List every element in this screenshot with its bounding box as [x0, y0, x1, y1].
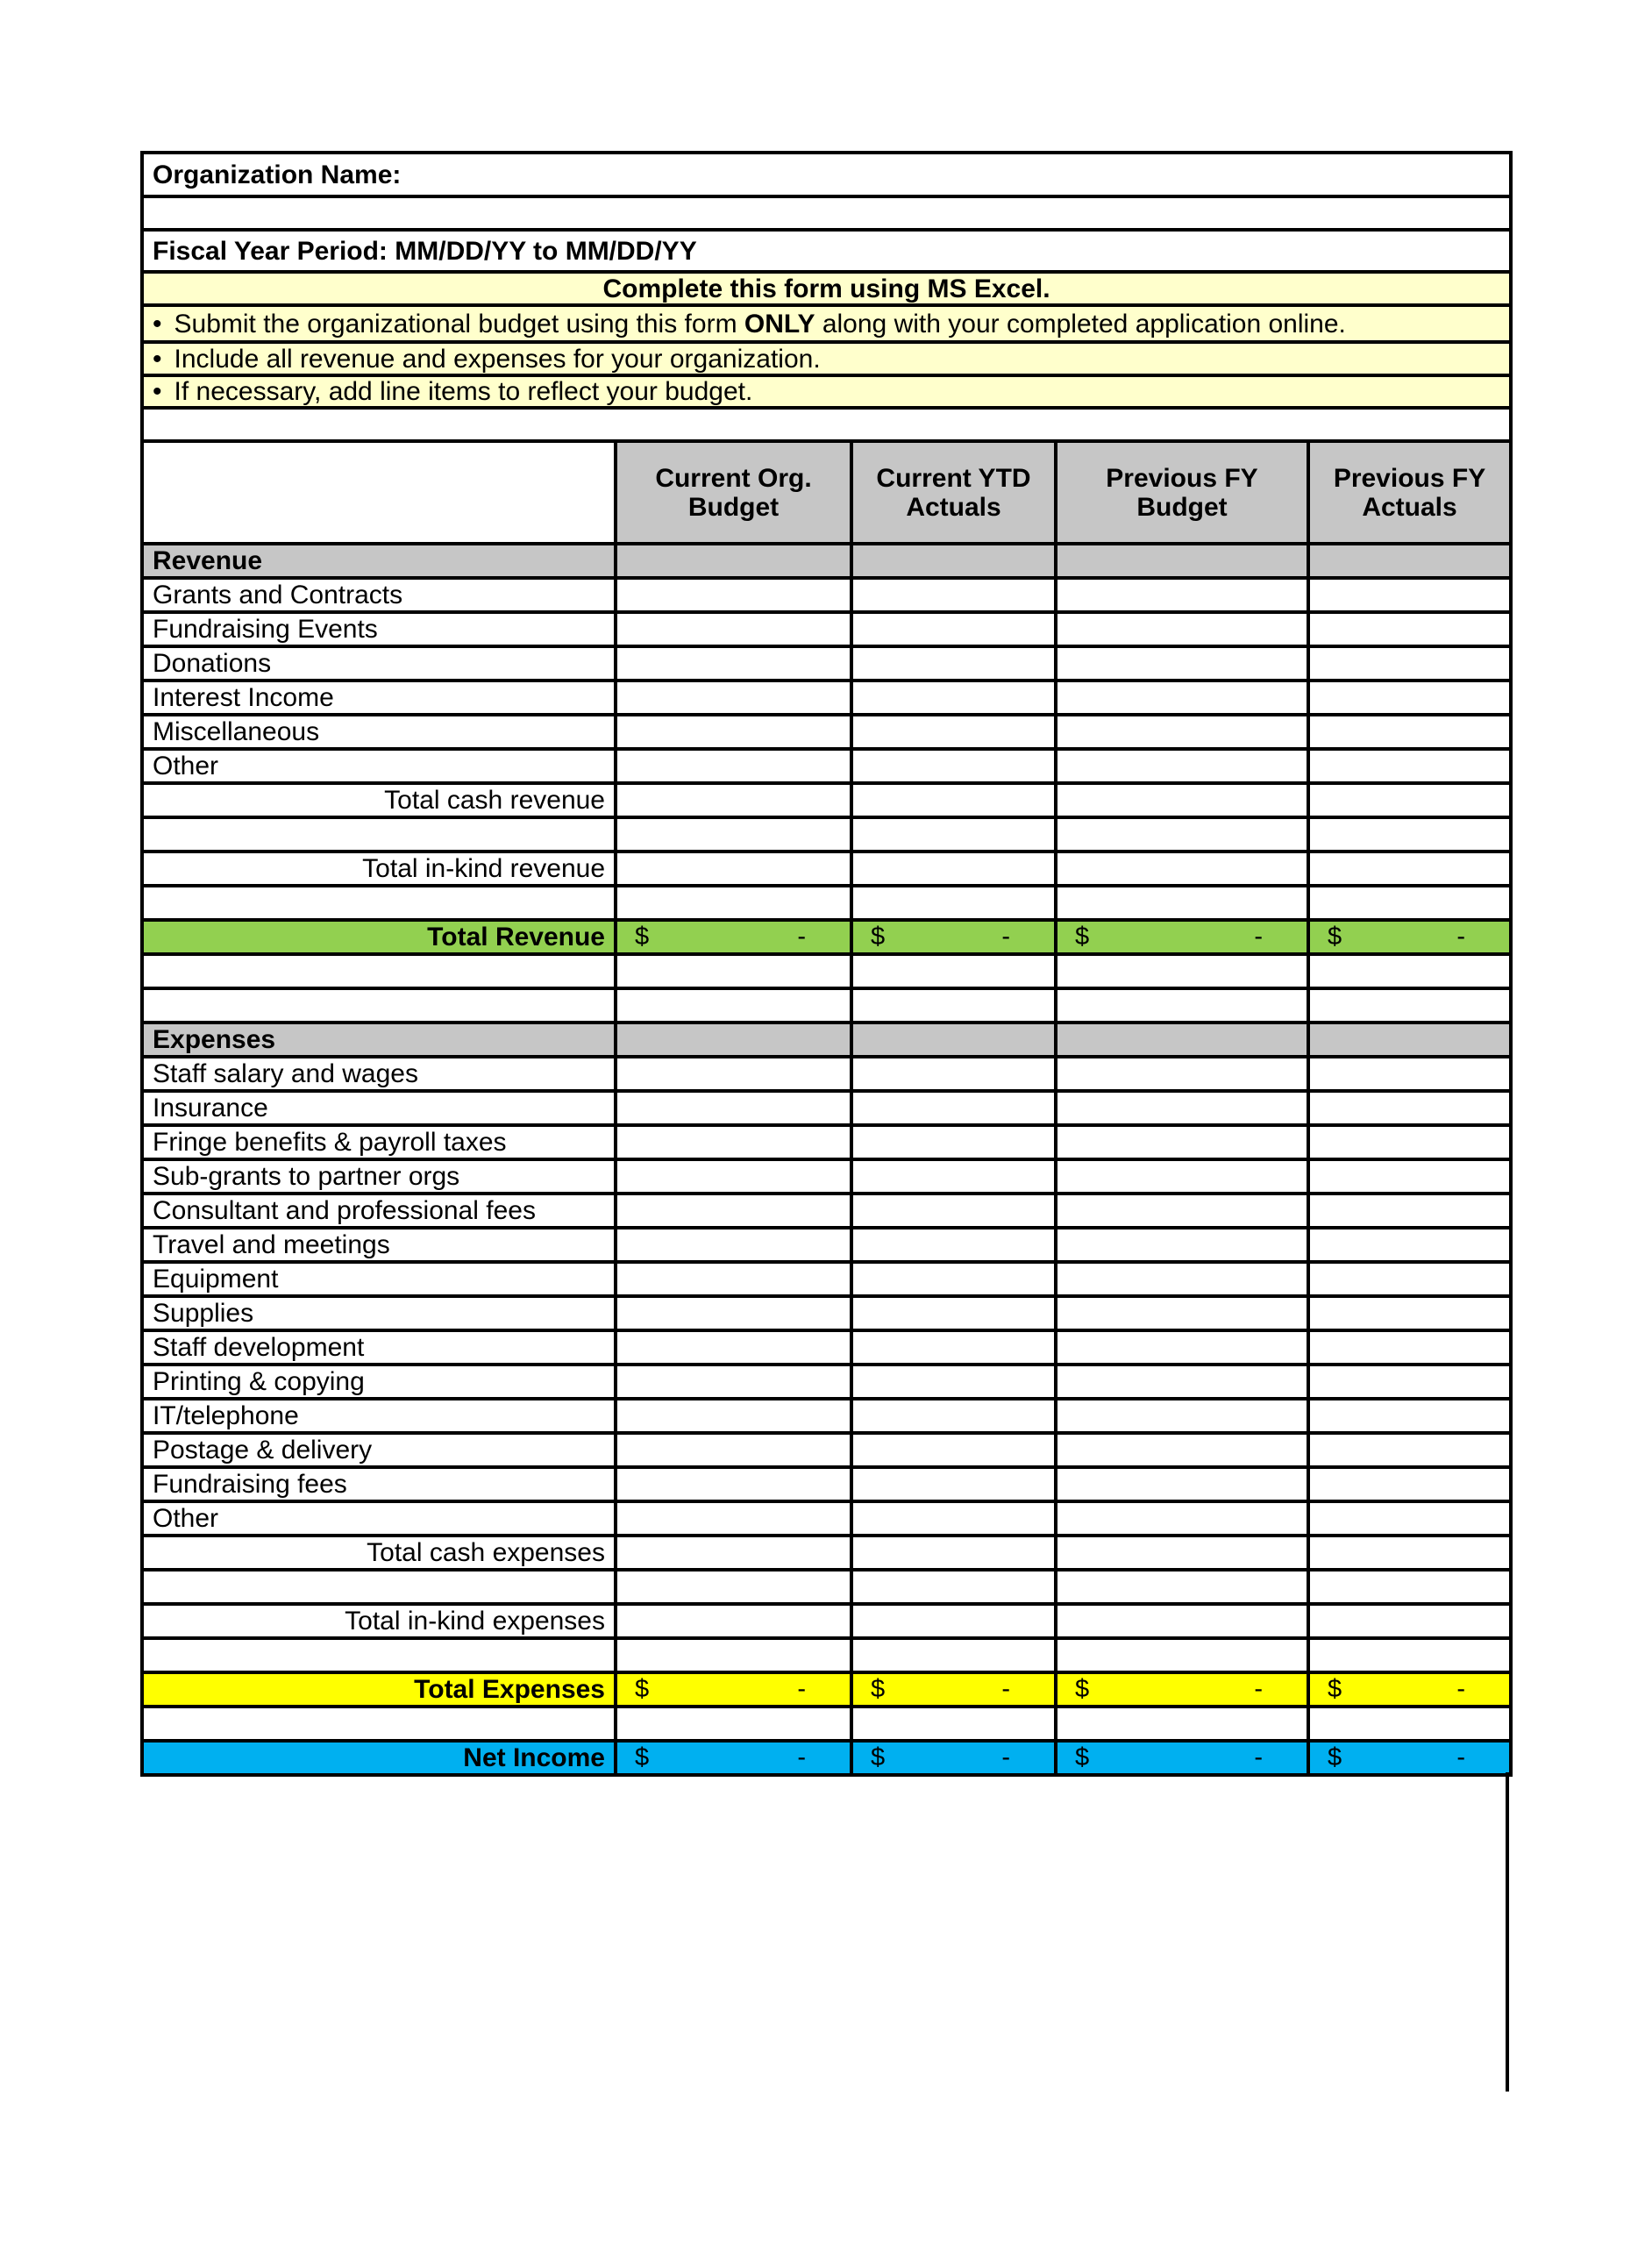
- amount-cell[interactable]: [851, 646, 1056, 681]
- item-row: [142, 646, 1511, 681]
- item-row: [142, 578, 1511, 612]
- amount-cell[interactable]: [851, 1707, 1056, 1741]
- bullet-text-bold: ONLY: [744, 309, 815, 339]
- amount-cell[interactable]: [1056, 1707, 1308, 1741]
- amount-cell[interactable]: [616, 1707, 851, 1741]
- amount-cell[interactable]: [1056, 954, 1308, 988]
- grand-total-label: Total Expenses: [142, 1672, 616, 1707]
- currency-symbol: $: [1075, 1743, 1090, 1771]
- row-label: Equipment: [142, 1262, 616, 1296]
- amount-cell[interactable]: [616, 749, 851, 783]
- amount-cell[interactable]: [1056, 1194, 1308, 1228]
- amount-cell[interactable]: [851, 1330, 1056, 1365]
- amount-cell[interactable]: [1308, 1228, 1511, 1262]
- instruction-bullet-3: [142, 375, 1511, 408]
- grand-total-amount-cell[interactable]: [1056, 1741, 1308, 1775]
- amount-cell[interactable]: [851, 954, 1056, 988]
- amount-cell[interactable]: [1056, 1467, 1308, 1501]
- blank-row: [142, 988, 1511, 1023]
- item-row: [142, 1330, 1511, 1365]
- currency-symbol: $: [635, 1674, 650, 1703]
- subtotal-row: [142, 783, 1511, 817]
- amount-cell[interactable]: [1308, 852, 1511, 886]
- row-label: Grants and Contracts: [142, 578, 616, 612]
- zero-value-dash: -: [1001, 1743, 1010, 1771]
- item-row: [142, 1262, 1511, 1296]
- amount-cell[interactable]: [1308, 1296, 1511, 1330]
- amount-cell[interactable]: [851, 817, 1056, 852]
- amount-cell[interactable]: [1308, 749, 1511, 783]
- amount-cell[interactable]: [851, 1228, 1056, 1262]
- section-row: [142, 544, 1511, 578]
- amount-cell[interactable]: [1308, 578, 1511, 612]
- grand-total-label: Total Revenue: [142, 920, 616, 954]
- amount-cell[interactable]: [1308, 1604, 1511, 1638]
- fiscal-year-row: [142, 230, 1511, 272]
- section-fill-cell: [616, 1023, 851, 1057]
- amount-cell[interactable]: [1308, 1330, 1511, 1365]
- row-label: Staff development: [142, 1330, 616, 1365]
- accounting-value: [862, 923, 1045, 951]
- row-label: Staff salary and wages: [142, 1057, 616, 1091]
- amount-cell[interactable]: [1056, 578, 1308, 612]
- grand-total-amount-cell[interactable]: [1308, 1672, 1511, 1707]
- amount-cell[interactable]: [1308, 646, 1511, 681]
- bullet-icon: •: [153, 377, 162, 406]
- row-label: Interest Income: [142, 681, 616, 715]
- amount-cell[interactable]: [851, 1501, 1056, 1536]
- instructions-title-row: [142, 272, 1511, 305]
- row-label: IT/telephone: [142, 1399, 616, 1433]
- amount-cell[interactable]: [1056, 1262, 1308, 1296]
- bullet-icon: •: [153, 344, 162, 374]
- bullet-icon: •: [153, 309, 162, 339]
- amount-cell[interactable]: [1056, 681, 1308, 715]
- instruction-bullet-2: [142, 342, 1511, 375]
- zero-value-dash: -: [1254, 1743, 1263, 1771]
- amount-cell[interactable]: [1056, 817, 1308, 852]
- item-row: [142, 1501, 1511, 1536]
- grand-total-amount-cell[interactable]: [1308, 920, 1511, 954]
- section-fill-cell: [616, 544, 851, 578]
- grand-total-label: Net Income: [142, 1741, 616, 1775]
- spacer-cell: [142, 408, 1511, 441]
- amount-cell[interactable]: [1056, 1091, 1308, 1125]
- amount-cell[interactable]: [1308, 783, 1511, 817]
- amount-cell[interactable]: [1056, 1570, 1308, 1604]
- amount-cell[interactable]: [851, 1194, 1056, 1228]
- row-label: Donations: [142, 646, 616, 681]
- item-row: [142, 1399, 1511, 1433]
- zero-value-dash: -: [797, 1674, 806, 1703]
- section-fill-cell: [851, 1023, 1056, 1057]
- row-label: Insurance: [142, 1091, 616, 1125]
- currency-symbol: $: [1328, 1674, 1342, 1703]
- blank-label-cell: [142, 988, 616, 1023]
- blank-label-cell: [142, 1707, 616, 1741]
- amount-cell[interactable]: [1056, 1501, 1308, 1536]
- blank-row: [142, 1707, 1511, 1741]
- subtotal-row: [142, 1536, 1511, 1570]
- accounting-value: [862, 1744, 1045, 1772]
- blank-row: [142, 817, 1511, 852]
- item-row: [142, 1194, 1511, 1228]
- amount-cell[interactable]: [616, 1159, 851, 1194]
- amount-cell[interactable]: [616, 1228, 851, 1262]
- amount-cell[interactable]: [1308, 886, 1511, 920]
- amount-cell[interactable]: [1308, 1638, 1511, 1672]
- item-row: [142, 1296, 1511, 1330]
- amount-cell[interactable]: [616, 1501, 851, 1536]
- column-header-spacer-cell: [142, 441, 616, 544]
- column-header-4: Previous FY Actuals: [1308, 441, 1511, 544]
- column-header-row: [142, 441, 1511, 544]
- blank-row: [142, 1570, 1511, 1604]
- amount-cell[interactable]: [851, 1296, 1056, 1330]
- amount-cell[interactable]: [1056, 1638, 1308, 1672]
- section-label: Expenses: [142, 1023, 616, 1057]
- accounting-value: [862, 1676, 1045, 1704]
- accounting-value: [1319, 1676, 1500, 1704]
- org-name-row: [142, 153, 1511, 196]
- currency-symbol: $: [871, 1743, 886, 1771]
- amount-cell[interactable]: [1308, 715, 1511, 749]
- currency-symbol: $: [1328, 922, 1342, 951]
- amount-cell[interactable]: [851, 886, 1056, 920]
- grand-row: [142, 1741, 1511, 1775]
- item-row: [142, 1228, 1511, 1262]
- instruction-bullet-row-1: [142, 305, 1511, 342]
- accounting-value: [1066, 1676, 1298, 1704]
- amount-cell[interactable]: [616, 1536, 851, 1570]
- amount-cell[interactable]: [1308, 1570, 1511, 1604]
- amount-cell[interactable]: [1308, 1365, 1511, 1399]
- amount-cell[interactable]: [1308, 1091, 1511, 1125]
- amount-cell[interactable]: [616, 852, 851, 886]
- org-name-input-row[interactable]: [142, 196, 1511, 230]
- amount-cell[interactable]: [616, 1091, 851, 1125]
- zero-value-dash: -: [1254, 922, 1263, 951]
- amount-cell[interactable]: [851, 1159, 1056, 1194]
- row-label: Fundraising Events: [142, 612, 616, 646]
- section-fill-cell: [1308, 1023, 1511, 1057]
- grand-total-amount-cell[interactable]: [1056, 1672, 1308, 1707]
- blank-row: [142, 1638, 1511, 1672]
- item-row: [142, 612, 1511, 646]
- amount-cell[interactable]: [1308, 988, 1511, 1023]
- zero-value-dash: -: [1254, 1674, 1263, 1703]
- amount-cell[interactable]: [851, 1057, 1056, 1091]
- accounting-value: [1066, 923, 1298, 951]
- amount-cell[interactable]: [1308, 1159, 1511, 1194]
- currency-symbol: $: [1075, 922, 1090, 951]
- accounting-value: [626, 1744, 841, 1772]
- amount-cell[interactable]: [616, 1604, 851, 1638]
- item-row: [142, 1125, 1511, 1159]
- amount-cell[interactable]: [1056, 1057, 1308, 1091]
- amount-cell[interactable]: [1056, 1536, 1308, 1570]
- amount-cell[interactable]: [851, 1262, 1056, 1296]
- blank-label-cell: [142, 954, 616, 988]
- row-label: Fundraising fees: [142, 1467, 616, 1501]
- amount-cell[interactable]: [851, 1638, 1056, 1672]
- amount-cell[interactable]: [1308, 612, 1511, 646]
- amount-cell[interactable]: [851, 988, 1056, 1023]
- row-label: Postage & delivery: [142, 1433, 616, 1467]
- fiscal-year-label: Fiscal Year Period: MM/DD/YY to MM/DD/YY: [142, 230, 1511, 272]
- amount-cell[interactable]: [616, 1399, 851, 1433]
- amount-cell[interactable]: [1056, 715, 1308, 749]
- row-label: Total cash revenue: [142, 783, 616, 817]
- row-label: Other: [142, 1501, 616, 1536]
- amount-cell[interactable]: [1056, 852, 1308, 886]
- bullet-text: Include all revenue and expenses for your organization.: [174, 344, 821, 374]
- accounting-value: [626, 1676, 841, 1704]
- amount-cell[interactable]: [851, 1604, 1056, 1638]
- row-label: Sub-grants to partner orgs: [142, 1159, 616, 1194]
- accounting-value: [626, 923, 841, 951]
- amount-cell[interactable]: [616, 1057, 851, 1091]
- amount-cell[interactable]: [1056, 1330, 1308, 1365]
- grand-total-amount-cell[interactable]: [851, 920, 1056, 954]
- item-row: [142, 681, 1511, 715]
- row-label: Miscellaneous: [142, 715, 616, 749]
- grand-total-amount-cell[interactable]: [1056, 920, 1308, 954]
- amount-cell[interactable]: [1308, 1262, 1511, 1296]
- instruction-bullet-row-2: [142, 342, 1511, 375]
- accounting-value: [1066, 1744, 1298, 1772]
- amount-cell[interactable]: [851, 1365, 1056, 1399]
- zero-value-dash: -: [797, 922, 806, 951]
- amount-cell[interactable]: [851, 612, 1056, 646]
- amount-cell[interactable]: [1308, 817, 1511, 852]
- amount-cell[interactable]: [851, 783, 1056, 817]
- row-label: Total in-kind revenue: [142, 852, 616, 886]
- grand-row: [142, 1672, 1511, 1707]
- budget-table: [140, 151, 1513, 1777]
- zero-value-dash: -: [1001, 922, 1010, 951]
- instruction-bullet-row-3: [142, 375, 1511, 408]
- amount-cell[interactable]: [616, 1194, 851, 1228]
- section-fill-cell: [1056, 544, 1308, 578]
- amount-cell[interactable]: [1056, 1296, 1308, 1330]
- currency-symbol: $: [635, 1743, 650, 1771]
- blank-row: [142, 954, 1511, 988]
- amount-cell[interactable]: [1056, 1228, 1308, 1262]
- subtotal-row: [142, 1604, 1511, 1638]
- amount-cell[interactable]: [1056, 1399, 1308, 1433]
- amount-cell[interactable]: [1308, 681, 1511, 715]
- amount-cell[interactable]: [616, 783, 851, 817]
- blank-label-cell: [142, 817, 616, 852]
- amount-cell[interactable]: [1308, 1057, 1511, 1091]
- zero-value-dash: -: [1001, 1674, 1010, 1703]
- amount-cell[interactable]: [851, 749, 1056, 783]
- section-fill-cell: [1308, 544, 1511, 578]
- amount-cell[interactable]: [1056, 1365, 1308, 1399]
- amount-cell[interactable]: [616, 1296, 851, 1330]
- row-label: Total in-kind expenses: [142, 1604, 616, 1638]
- amount-cell[interactable]: [616, 681, 851, 715]
- amount-cell[interactable]: [616, 886, 851, 920]
- column-header-1: Current Org. Budget: [616, 441, 851, 544]
- amount-cell[interactable]: [851, 681, 1056, 715]
- currency-symbol: $: [1075, 1674, 1090, 1703]
- amount-cell[interactable]: [616, 1125, 851, 1159]
- blank-row: [142, 886, 1511, 920]
- grand-total-amount-cell[interactable]: [851, 1741, 1056, 1775]
- amount-cell[interactable]: [616, 578, 851, 612]
- amount-cell[interactable]: [1056, 886, 1308, 920]
- grand-total-amount-cell[interactable]: [851, 1672, 1056, 1707]
- item-row: [142, 1091, 1511, 1125]
- amount-cell[interactable]: [1056, 1125, 1308, 1159]
- zero-value-dash: -: [1456, 922, 1466, 951]
- amount-cell[interactable]: [851, 1091, 1056, 1125]
- spacer-row: [142, 408, 1511, 441]
- section-fill-cell: [851, 544, 1056, 578]
- amount-cell[interactable]: [1308, 1467, 1511, 1501]
- row-label: Total cash expenses: [142, 1536, 616, 1570]
- column-header-3: Previous FY Budget: [1056, 441, 1308, 544]
- blank-label-cell: [142, 1570, 616, 1604]
- amount-cell[interactable]: [851, 1125, 1056, 1159]
- amount-cell[interactable]: [616, 1467, 851, 1501]
- amount-cell[interactable]: [851, 852, 1056, 886]
- accounting-value: [1319, 923, 1500, 951]
- bullet-text: If necessary, add line items to reflect your budget.: [174, 377, 753, 406]
- amount-cell[interactable]: [1056, 783, 1308, 817]
- bullet-text: along with your completed application online.: [815, 309, 1346, 339]
- currency-symbol: $: [1328, 1743, 1342, 1771]
- amount-cell[interactable]: [616, 1330, 851, 1365]
- amount-cell[interactable]: [851, 1467, 1056, 1501]
- amount-cell[interactable]: [851, 578, 1056, 612]
- item-row: [142, 1365, 1511, 1399]
- currency-symbol: $: [871, 1674, 886, 1703]
- column-header-2: Current YTD Actuals: [851, 441, 1056, 544]
- amount-cell[interactable]: [851, 715, 1056, 749]
- section-fill-cell: [1056, 1023, 1308, 1057]
- amount-cell[interactable]: [1308, 1125, 1511, 1159]
- item-row: [142, 1159, 1511, 1194]
- amount-cell[interactable]: [616, 1365, 851, 1399]
- amount-cell[interactable]: [1056, 646, 1308, 681]
- amount-cell[interactable]: [616, 646, 851, 681]
- amount-cell[interactable]: [1056, 612, 1308, 646]
- item-row: [142, 749, 1511, 783]
- amount-cell[interactable]: [1308, 1501, 1511, 1536]
- section-row: [142, 1023, 1511, 1057]
- amount-cell[interactable]: [1308, 1536, 1511, 1570]
- section-label: Revenue: [142, 544, 616, 578]
- item-row: [142, 1467, 1511, 1501]
- subtotal-row: [142, 852, 1511, 886]
- amount-cell[interactable]: [1056, 1604, 1308, 1638]
- grand-row: [142, 920, 1511, 954]
- currency-symbol: $: [871, 922, 886, 951]
- instruction-bullet-1: [142, 305, 1511, 342]
- row-label: Other: [142, 749, 616, 783]
- amount-cell[interactable]: [616, 715, 851, 749]
- row-label: Consultant and professional fees: [142, 1194, 616, 1228]
- budget-sheet: [140, 151, 1513, 1777]
- amount-cell[interactable]: [1308, 1707, 1511, 1741]
- amount-cell[interactable]: [616, 988, 851, 1023]
- amount-cell[interactable]: [851, 1433, 1056, 1467]
- row-label: Supplies: [142, 1296, 616, 1330]
- amount-cell[interactable]: [851, 1570, 1056, 1604]
- accounting-value: [1319, 1744, 1500, 1772]
- amount-cell[interactable]: [616, 817, 851, 852]
- amount-cell[interactable]: [616, 612, 851, 646]
- amount-cell[interactable]: [1308, 1194, 1511, 1228]
- amount-cell[interactable]: [616, 1570, 851, 1604]
- amount-cell[interactable]: [616, 954, 851, 988]
- zero-value-dash: -: [1456, 1674, 1466, 1703]
- grand-total-amount-cell[interactable]: [616, 1741, 851, 1775]
- column-border-extension-line: [1506, 1772, 1509, 2092]
- amount-cell[interactable]: [851, 1536, 1056, 1570]
- amount-cell[interactable]: [1056, 1159, 1308, 1194]
- amount-cell[interactable]: [1056, 1433, 1308, 1467]
- amount-cell[interactable]: [1056, 749, 1308, 783]
- instructions-title: Complete this form using MS Excel.: [142, 272, 1511, 305]
- currency-symbol: $: [635, 922, 650, 951]
- grand-total-amount-cell[interactable]: [1308, 1741, 1511, 1775]
- zero-value-dash: -: [1456, 1743, 1466, 1771]
- bullet-text: Submit the organizational budget using this form: [174, 309, 744, 339]
- item-row: [142, 1057, 1511, 1091]
- blank-label-cell: [142, 886, 616, 920]
- amount-cell[interactable]: [1308, 1433, 1511, 1467]
- amount-cell[interactable]: [616, 1638, 851, 1672]
- amount-cell[interactable]: [1308, 1399, 1511, 1433]
- amount-cell[interactable]: [1056, 988, 1308, 1023]
- item-row: [142, 1433, 1511, 1467]
- amount-cell[interactable]: [616, 1433, 851, 1467]
- row-label: Travel and meetings: [142, 1228, 616, 1262]
- grand-total-amount-cell[interactable]: [616, 1672, 851, 1707]
- item-row: [142, 715, 1511, 749]
- row-label: Fringe benefits & payroll taxes: [142, 1125, 616, 1159]
- row-label: Printing & copying: [142, 1365, 616, 1399]
- blank-label-cell: [142, 1638, 616, 1672]
- amount-cell[interactable]: [616, 1262, 851, 1296]
- amount-cell[interactable]: [1308, 954, 1511, 988]
- grand-total-amount-cell[interactable]: [616, 920, 851, 954]
- org-name-input-cell[interactable]: [142, 196, 1511, 230]
- zero-value-dash: -: [797, 1743, 806, 1771]
- amount-cell[interactable]: [851, 1399, 1056, 1433]
- org-name-label: Organization Name:: [142, 153, 1511, 196]
